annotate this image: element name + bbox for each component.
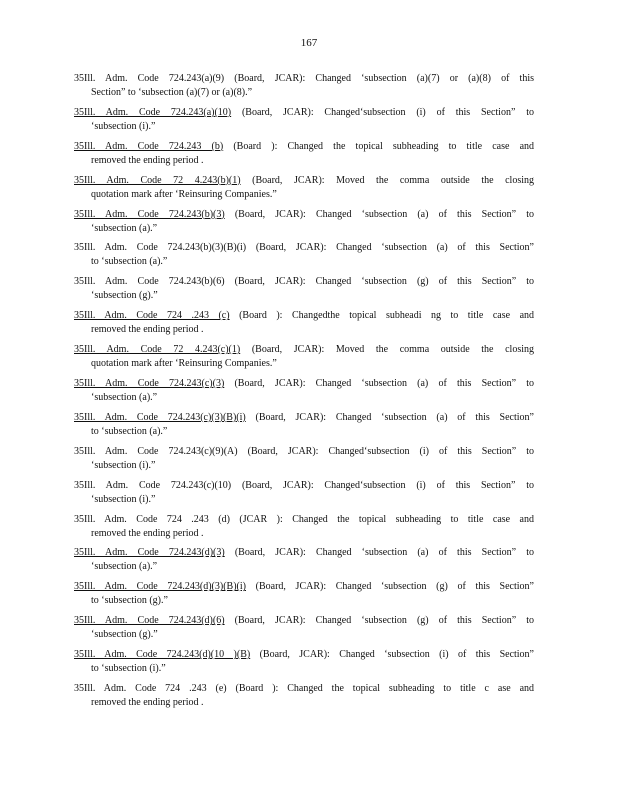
entry-first-line [74, 682, 534, 696]
change-description: (Board, JCAR): Moved the comma outside the closing [240, 174, 534, 186]
entry-first-line [74, 241, 534, 255]
code-citation: 35Ill. Adm. Code 724.243(c)(3) [74, 378, 225, 390]
change-description: (Board, JCAR): Moved the comma outside the closing [240, 344, 534, 356]
entry-continuation-line: ‘subsection (g).” [91, 290, 158, 302]
entry-continuation-line: removed the ending period . [91, 527, 204, 539]
entry-first-line [74, 580, 534, 594]
page-number: 167 [300, 37, 318, 49]
change-description: (Board, JCAR): Changed ‘subsection (a)(7) or (a)(8) of this [224, 73, 534, 84]
code-citation: 35Ill. Adm. Code 72 4.243(b)(1) [74, 174, 241, 186]
list-item [74, 275, 534, 303]
code-citation: 35Ill. Adm. Code 724.243(d)(10 )(B) [74, 649, 251, 661]
list-item [74, 445, 534, 473]
entry-continuation-line: ‘subsection (i).” [91, 459, 156, 471]
list-item [74, 140, 534, 168]
change-description: (Board, JCAR): Changed ‘subsection (a) of this Section” to [224, 378, 535, 390]
code-citation: 35Ill. Adm. Code 724.243(c)(3)(B)(i) [74, 411, 246, 423]
code-citation: 35Ill. Adm. Code 72 4.243(c)(1) [74, 344, 241, 356]
entry-first-line [74, 648, 534, 662]
entry-first-line [74, 343, 534, 357]
change-description: (JCAR ): Changed the topical subheading to title case and [229, 513, 534, 525]
list-item [74, 614, 534, 642]
change-description: (Board ): Changed the topical subheading to title c ase and [226, 683, 535, 695]
list-item [74, 343, 534, 371]
list-item [74, 208, 534, 236]
change-description: (Board ): Changedthe topical subheadi ng to title case and [229, 310, 535, 322]
entry-continuation-line: to ‘subsection (i).” [91, 663, 166, 675]
code-citation: 35Ill. Adm. Code 724 .243 (c) [74, 310, 230, 322]
code-citation: 35Ill. Adm. Code 724.243(a)(10) [74, 106, 232, 118]
code-citation: 35Ill. Adm. Code 724.243(c)(9)(A) [74, 445, 238, 457]
code-citation: 35Ill. Adm. Code 724.243(d)(6) [74, 615, 225, 627]
change-description: (Board, JCAR): Changed ‘subsection (a) of this Section” [245, 411, 534, 423]
list-item [74, 377, 534, 405]
list-item [74, 479, 534, 507]
change-description: (Board, JCAR): Changed‘subsection (i) of this Section” to [231, 479, 534, 491]
entry-continuation-line: Section” to ‘subsection (a)(7) or (a)(8).” [91, 87, 253, 98]
entry-continuation-line: ‘subsection (a).” [91, 561, 158, 573]
change-description: (Board, JCAR): Changed ‘subsection (g) of this Section” to [224, 276, 535, 288]
entry-first-line [74, 479, 534, 493]
code-citation: 35Ill. Adm. Code 724.243(d)(3) [74, 547, 225, 559]
list-item [74, 648, 534, 676]
entry-first-line [74, 411, 534, 425]
entry-continuation-line: to ‘subsection (g).” [91, 595, 168, 607]
entry-first-line [74, 614, 534, 628]
change-description: (Board, JCAR): Changed ‘subsection (a) of this Section” [246, 242, 534, 254]
entry-first-line [74, 513, 534, 527]
list-item [74, 546, 534, 574]
change-description: (Board, JCAR): Changed ‘subsection (a) of this Section” to [224, 547, 535, 559]
change-description: (Board, JCAR): Changed ‘subsection (g) of this Section” to [224, 615, 535, 627]
code-citation: 35Ill. Adm. Code 724.243(b)(3)(B)(i) [74, 242, 247, 254]
list-item [74, 513, 534, 541]
entry-continuation-line: to ‘subsection (a).” [91, 256, 168, 268]
entry-continuation-line: removed the ending period . [91, 697, 204, 709]
list-item [74, 174, 534, 202]
code-citation: 35Ill. Adm. Code 724.243(a)(9) [74, 73, 225, 84]
code-citation: 35Ill. Adm. Code 724 .243 (e) [74, 683, 227, 695]
entry-first-line [74, 546, 534, 560]
code-citation: 35Ill. Adm. Code 724.243(b)(6) [74, 276, 225, 288]
list-item [74, 241, 534, 269]
change-description: (Board ): Changed the topical subheading to title case and [223, 140, 535, 152]
entry-first-line [74, 445, 534, 459]
change-description: (Board, JCAR): Changed‘subsection (i) of this Section” to [231, 106, 534, 118]
entry-first-line [74, 208, 534, 222]
entry-continuation-line: quotation mark after ‘Reinsuring Companies.” [91, 188, 277, 200]
list-item [74, 309, 534, 337]
list-item [74, 580, 534, 608]
list-item [74, 106, 534, 134]
entry-continuation-line: ‘subsection (i).” [91, 493, 156, 505]
entry-first-line [74, 377, 534, 391]
entry-continuation-line: ‘subsection (g).” [91, 629, 158, 641]
list-item [74, 682, 534, 710]
entry-continuation-line: ‘subsection (a).” [91, 392, 158, 404]
change-description: (Board, JCAR): Changed ‘subsection (g) of this Section” [245, 581, 534, 593]
entry-continuation-line: removed the ending period . [91, 154, 204, 166]
list-item [74, 72, 534, 100]
change-description: (Board, JCAR): Changed‘subsection (i) of this Section” to [237, 445, 534, 457]
entry-list [74, 72, 534, 716]
code-citation: 35Ill. Adm. Code 724.243(d)(3)(B)(i) [74, 581, 246, 593]
entry-first-line [74, 309, 534, 323]
entry-first-line [74, 72, 534, 86]
entry-continuation-line: ‘subsection (a).” [91, 222, 158, 234]
code-citation: 35Ill. Adm. Code 724.243 (b) [74, 140, 224, 152]
entry-first-line [74, 140, 534, 154]
entry-first-line [74, 275, 534, 289]
code-citation: 35Ill. Adm. Code 724.243(b)(3) [74, 208, 225, 220]
code-citation: 35Ill. Adm. Code 724.243(c)(10) [74, 479, 232, 491]
entry-first-line [74, 174, 534, 188]
entry-continuation-line: removed the ending period . [91, 324, 204, 336]
entry-continuation-line: quotation mark after ‘Reinsuring Companies.” [91, 358, 277, 370]
change-description: (Board, JCAR): Changed ‘subsection (i) of this Section” [250, 649, 534, 661]
entry-first-line [74, 106, 534, 120]
change-description: (Board, JCAR): Changed ‘subsection (a) of this Section” to [224, 208, 535, 220]
entry-continuation-line: ‘subsection (i).” [91, 120, 156, 132]
code-citation: 35Ill. Adm. Code 724 .243 (d) [74, 513, 230, 525]
list-item [74, 411, 534, 439]
entry-continuation-line: to ‘subsection (a).” [91, 425, 168, 437]
